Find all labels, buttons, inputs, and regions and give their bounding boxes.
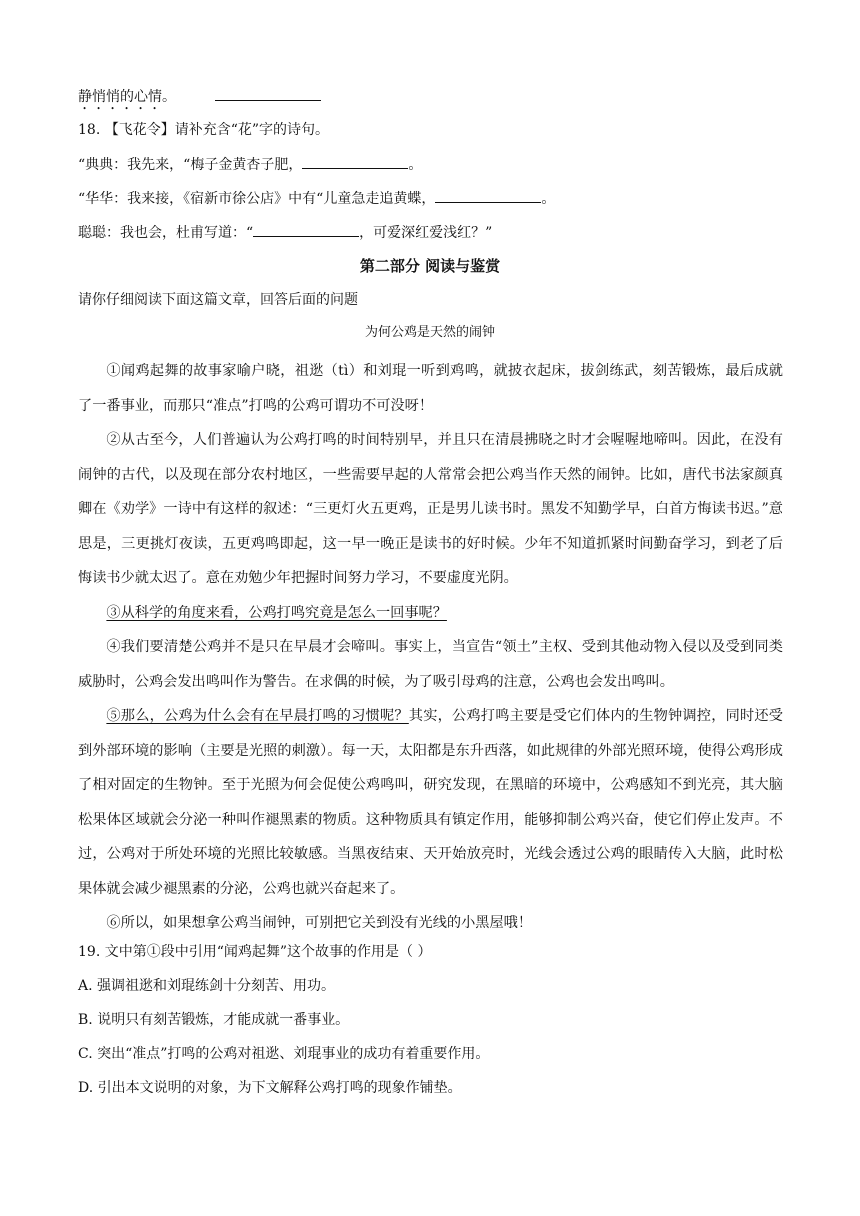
dotted-text: 静悄悄的心情。 xyxy=(78,89,176,105)
paragraph-5: ⑤那么，公鸡为什么会有在早晨打鸣的习惯呢？其实，公鸡打鸣主要是受它们体内的生物钟调控，同时还受到外部环境的影响（主要是光照的刺激）。每一天，太阳都是东升西落，如此规律的外部光照环境，使得公鸡形成了相对固定的生物钟。至于光照为何会促使公鸡鸣叫，研究发现，在黑暗的环境中，公鸡感知不到光亮，其大脑松果体区域就会分泌一种叫作褪黑素的物质。这种物质具有镇定作用，能够抑制公鸡兴奋，使它们停止发声。不过，公鸡对于所处环境的光照比较敏感。当黑夜结束、天开始放亮时，光线会透过公鸡的眼睛传入大脑，此时松果体就会减少褪黑素的分泌，公鸡也就兴奋起来了。 xyxy=(78,708,783,897)
question-18-stem: 18. 【飞花令】请补充含“花”字的诗句。 xyxy=(78,122,330,138)
paragraph-6: ⑥所以，如果想拿公鸡当闹钟，可别把它关到没有光线的小黑屋哦！ xyxy=(106,915,533,931)
article-body xyxy=(78,354,783,941)
option-d[interactable]: D. 引出本文说明的对象，为下文解释公鸡打鸣的现象作铺垫。 xyxy=(78,1080,462,1096)
question-18-line-1: “典典：我先来，“梅子金黄杏子肥， 。 xyxy=(78,154,790,175)
paragraph-4: ④我们要清楚公鸡并不是只在早晨才会啼叫。事实上，当宣告“领土”主权、受到其他动物入侵以及受到同类威胁时，公鸡会发出鸣叫作为警告。在求偶的时候，为了吸引母鸡的注意，公鸡也会发出鸣叫。 xyxy=(78,639,783,690)
question-18-line-2: “华华：我来接，《宿新市徐公店》中有“儿童急走追黄蝶， 。 xyxy=(78,188,790,209)
section-instruction: 请你仔细阅读下面这篇文章，回答后面的问题 xyxy=(78,292,358,308)
answer-blank[interactable] xyxy=(253,222,359,237)
previous-question-tail xyxy=(78,86,790,113)
section-title: 第二部分 阅读与鉴赏 xyxy=(359,257,501,275)
answer-blank[interactable] xyxy=(302,154,408,169)
paragraph-1: ①闻鸡起舞的故事家喻户晓，祖逖（tì）和刘琨一听到鸡鸣，就披衣起床，拔剑练武，刻苦锻炼，最后成就了一番事业，而那只“准点”打鸣的公鸡可谓功不可没呀！ xyxy=(78,363,783,414)
underlined-sentence: ⑤那么，公鸡为什么会有在早晨打鸣的习惯呢？ xyxy=(106,708,409,724)
paragraph-3 xyxy=(78,596,783,631)
answer-blank[interactable] xyxy=(215,86,321,101)
question-19-stem: 19. 文中第①段中引用“闻鸡起舞”这个故事的作用是（ ） xyxy=(78,944,432,960)
option-c[interactable]: C. 突出“准点”打鸣的公鸡对祖逖、刘琨事业的成功有着重要作用。 xyxy=(78,1046,490,1062)
article-title: 为何公鸡是天然的闹钟 xyxy=(364,325,495,340)
underlined-sentence: ③从科学的角度来看，公鸡打鸣究竟是怎么一回事呢？ xyxy=(106,604,447,621)
paragraph-2: ②从古至今，人们普遍认为公鸡打鸣的时间特别早，并且只在清晨拂晓之时才会喔喔地啼叫。因此，在没有闹钟的古代，以及现在部分农村地区，一些需要早起的人常常会把公鸡当作天然的闹钟。比如，唐代书法家颜真卿在《劝学》一诗中有这样的叙述：“三更灯火五更鸡，正是男儿读书时。黑发不知勤学早，白首方悔读书迟。”意思是，三更挑灯夜读，五更鸡鸣即起，这一早一晚正是读书的好时候。少年不知道抓紧时间勤奋学习，到老了后悔读书少就太迟了。意在劝勉少年把握时间努力学习，不要虚度光阴。 xyxy=(78,432,783,586)
option-b[interactable]: B. 说明只有刻苦锻炼，才能成就一番事业。 xyxy=(78,1012,350,1028)
option-a[interactable]: A. 强调祖逖和刘琨练剑十分刻苦、用功。 xyxy=(78,978,336,994)
question-18-line-3: 聪聪：我也会，杜甫写道：“ ，可爱深红爱浅红？” xyxy=(78,222,790,243)
answer-blank[interactable] xyxy=(435,188,541,203)
